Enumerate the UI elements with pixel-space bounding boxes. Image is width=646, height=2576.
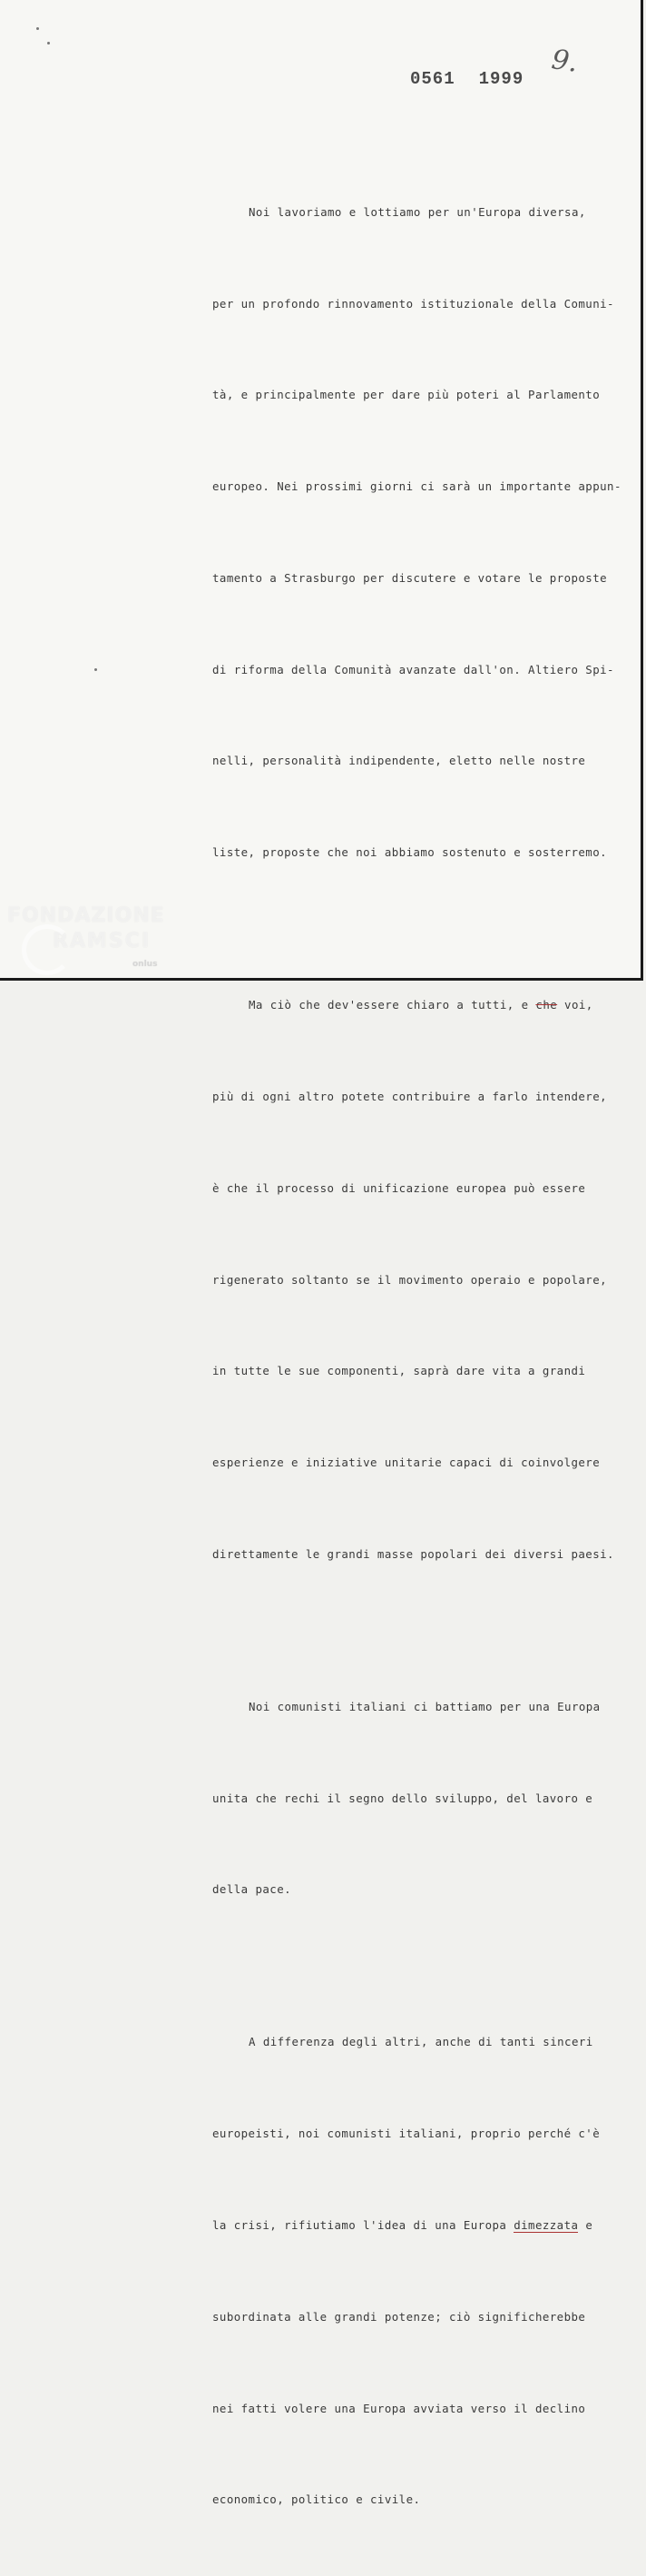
struck-word: che [535, 998, 558, 1012]
text-line: di riforma della Comunità avanzate dall'on. Altiero Spi- [212, 662, 614, 676]
text-line: rigenerato soltanto se il movimento operaio e popolare, [212, 1272, 608, 1287]
text-line: per un profondo rinnovamento istituzionale della Comuni- [212, 296, 614, 311]
text-line: nei fatti volere una Europa avviata verso il declino [212, 2401, 586, 2415]
watermark-line2-text: RAMSCI [53, 930, 152, 952]
archive-stamp [410, 69, 524, 89]
watermark-g-icon [22, 924, 73, 975]
body-text [212, 105, 622, 2576]
text-line: più di ogni altro potete contribuire a farlo intendere, [212, 1090, 608, 1103]
underlined-word: dimezzata [514, 2217, 579, 2232]
watermark-sub: onlus [132, 960, 158, 969]
speck-mark [36, 27, 39, 30]
text-line: in tutte le sue componenti, saprà dare vita a grandi [212, 1364, 586, 1378]
text-line: tamento a Strasburgo per discutere e votare le proposte [212, 570, 608, 585]
text-line: tà, e principalmente per dare più poteri al Parlamento [212, 388, 601, 402]
text-segment: voi, [557, 998, 593, 1012]
text-line: direttamente le grandi masse popolari dei diversi paesi. [212, 1546, 614, 1561]
text-line: unita che rechi il segno dello sviluppo, del lavoro e [212, 1791, 593, 1805]
text-line: Noi lavoriamo e lottiamo per un'Europa diversa, [249, 204, 586, 219]
text-line: Noi comunisti italiani ci battiamo per una Europa [249, 1699, 601, 1713]
text-line: della pace. [212, 1882, 292, 1897]
stamp-year: 1999 [478, 69, 524, 89]
text-line: europeo. Nei prossimi giorni ci sarà un importante appun- [212, 479, 622, 494]
text-line: economico, politico e civile. [212, 2492, 421, 2507]
text-line: subordinata alle grandi potenze; ciò significherebbe [212, 2309, 586, 2324]
watermark-line2 [7, 932, 165, 952]
watermark-line1: FONDAZIONE [7, 904, 165, 927]
watermark-logo [7, 904, 165, 969]
text-line: europeisti, noi comunisti italiani, proprio perché c'è [212, 2127, 601, 2141]
text-line: A differenza degli altri, anche di tanti sinceri [249, 2035, 593, 2049]
text-segment: Ma ciò che dev'essere chiaro a tutti, e [249, 998, 536, 1012]
text-line: liste, proposte che noi abbiamo sostenuto e sosterremo. [212, 845, 608, 860]
speck-mark [94, 668, 97, 671]
text-line: è che il processo di unificazione europea può essere [212, 1180, 586, 1195]
speck-mark [47, 42, 50, 44]
text-line [212, 990, 593, 1021]
text-line [212, 2210, 593, 2241]
stamp-code: 0561 [410, 69, 455, 89]
text-line: esperienze e iniziative unitarie capaci di coinvolgere [212, 1456, 601, 1470]
text-segment: la crisi, rifiutiamo l'idea di una Europa [212, 2217, 514, 2232]
text-segment: e [578, 2217, 593, 2232]
handwritten-page-number: 9. [549, 44, 580, 79]
text-line: nelli, personalità indipendente, eletto nelle nostre [212, 754, 586, 768]
